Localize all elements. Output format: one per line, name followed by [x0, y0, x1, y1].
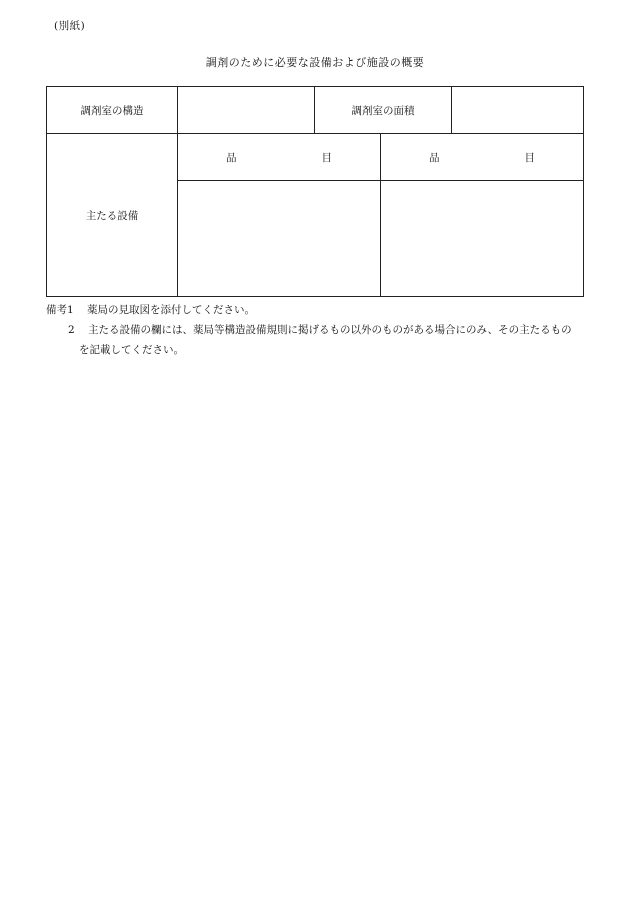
remark-text: を記載してください。: [79, 344, 184, 356]
area-value-cell[interactable]: [452, 87, 584, 134]
item-header-hin: 品: [226, 151, 237, 164]
area-label-cell: 調剤室の面積: [315, 87, 452, 134]
annex-label: (別紙): [54, 20, 86, 32]
item-header-left: [178, 134, 381, 181]
item-header-hin: 品: [429, 151, 440, 164]
structure-label-cell: 調剤室の構造: [47, 87, 178, 134]
document-title: 調剤のために必要な設備および施設の概要: [205, 56, 425, 69]
remark-text: 主たる設備の欄には、薬局等構造設備規則に掲げるもの以外のものがある場合にのみ、その主たるもの: [88, 324, 572, 336]
remark-number: 2: [68, 324, 75, 336]
main-equipment-label-cell: 主たる設備: [47, 134, 178, 297]
remark-number: 1: [67, 304, 74, 316]
item-header-right: [381, 134, 584, 181]
structure-value-cell[interactable]: [178, 87, 315, 134]
remarks: [46, 300, 591, 360]
item-header-moku: 目: [524, 151, 535, 164]
equipment-items-right-cell[interactable]: [381, 181, 584, 297]
item-header-moku: 目: [321, 151, 332, 164]
equipment-items-left-cell[interactable]: [178, 181, 381, 297]
equipment-facility-table: [46, 86, 584, 297]
remark-2-continued: [46, 340, 591, 360]
remark-text: 薬局の見取図を添付してください。: [87, 304, 255, 316]
remark-1: [46, 300, 591, 320]
remark-2: [46, 320, 591, 340]
remarks-prefix: 備考: [46, 304, 67, 316]
